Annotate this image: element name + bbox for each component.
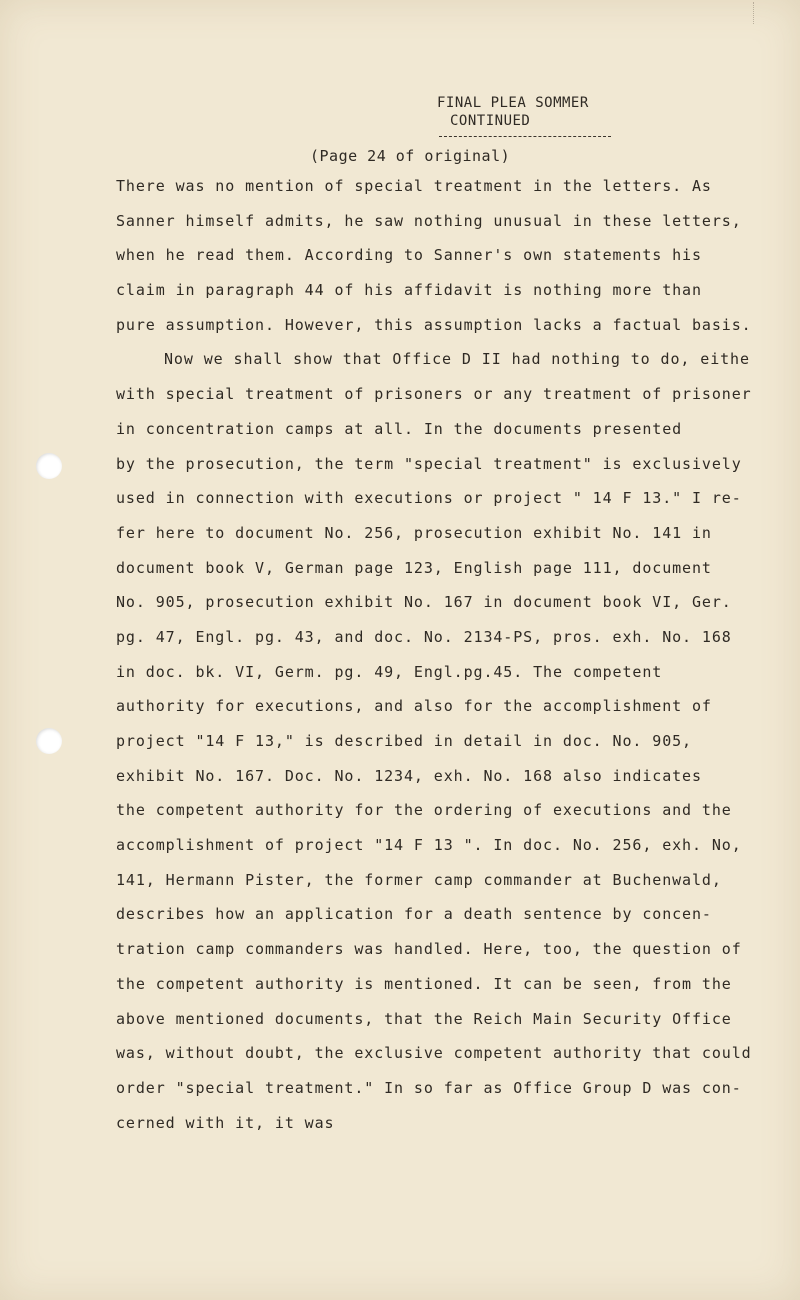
body-line: order "special treatment." In so far as Office Group D was con- xyxy=(116,1078,742,1097)
body-line: by the prosecution, the term "special treatment" is exclusively xyxy=(116,454,742,473)
body-line: used in connection with executions or project " 14 F 13." I re- xyxy=(116,489,742,508)
body-line: describes how an application for a death sentence by concen- xyxy=(116,905,712,924)
body-line: claim in paragraph 44 of his affidavit is nothing more than xyxy=(116,281,702,300)
body-line: was, without doubt, the exclusive competent authority that could xyxy=(116,1044,752,1063)
body-line: with special treatment of prisoners or any treatment of prisoner xyxy=(116,385,752,404)
body-line: No. 905, prosecution exhibit No. 167 in document book VI, Ger. xyxy=(116,593,732,612)
body-line: pure assumption. However, this assumption lacks a factual basis. xyxy=(116,315,752,334)
body-line: authority for executions, and also for the accomplishment of xyxy=(116,697,712,716)
page-reference: (Page 24 of original) xyxy=(310,147,511,165)
body-line: pg. 47, Engl. pg. 43, and doc. No. 2134-PS, pros. exh. No. 168 xyxy=(116,627,732,646)
body-line: tration camp commanders was handled. Here, too, the question of xyxy=(116,940,742,959)
body-line: in doc. bk. VI, Germ. pg. 49, Engl.pg.45. The competent xyxy=(116,662,663,681)
body-text xyxy=(116,173,776,1144)
body-line: There was no mention of special treatment in the letters. As xyxy=(116,177,712,195)
header-underline xyxy=(439,136,611,137)
body-line: in concentration camps at all. In the documents presented xyxy=(116,419,683,438)
punch-hole-top xyxy=(36,453,62,479)
body-line: 141, Hermann Pister, the former camp commander at Buchenwald, xyxy=(116,870,722,889)
body-line: when he read them. According to Sanner's own statements his xyxy=(116,246,702,265)
body-line: above mentioned documents, that the Reich Main Security Office xyxy=(116,1009,732,1028)
body-line: exhibit No. 167. Doc. No. 1234, exh. No. 168 also indicates xyxy=(116,766,702,785)
body-line: the competent authority for the ordering of executions and the xyxy=(116,801,732,820)
margin-mark xyxy=(753,2,772,24)
body-line: Now we shall show that Office D II had nothing to do, eithe xyxy=(164,350,750,369)
body-line: Sanner himself admits, he saw nothing unusual in these letters, xyxy=(116,211,742,230)
header-subtitle: CONTINUED xyxy=(450,113,531,129)
body-line: cerned with it, it was xyxy=(116,1113,335,1132)
body-line: accomplishment of project "14 F 13 ". In doc. No. 256, exh. No, xyxy=(116,836,742,855)
body-line: the competent authority is mentioned. It can be seen, from the xyxy=(116,974,732,993)
body-line: document book V, German page 123, English page 111, document xyxy=(116,558,712,577)
header-title: FINAL PLEA SOMMER xyxy=(437,95,589,111)
document-header xyxy=(437,94,647,137)
punch-hole-bottom xyxy=(36,728,62,754)
body-line: fer here to document No. 256, prosecution exhibit No. 141 in xyxy=(116,523,712,542)
body-line: project "14 F 13," is described in detail in doc. No. 905, xyxy=(116,732,692,750)
